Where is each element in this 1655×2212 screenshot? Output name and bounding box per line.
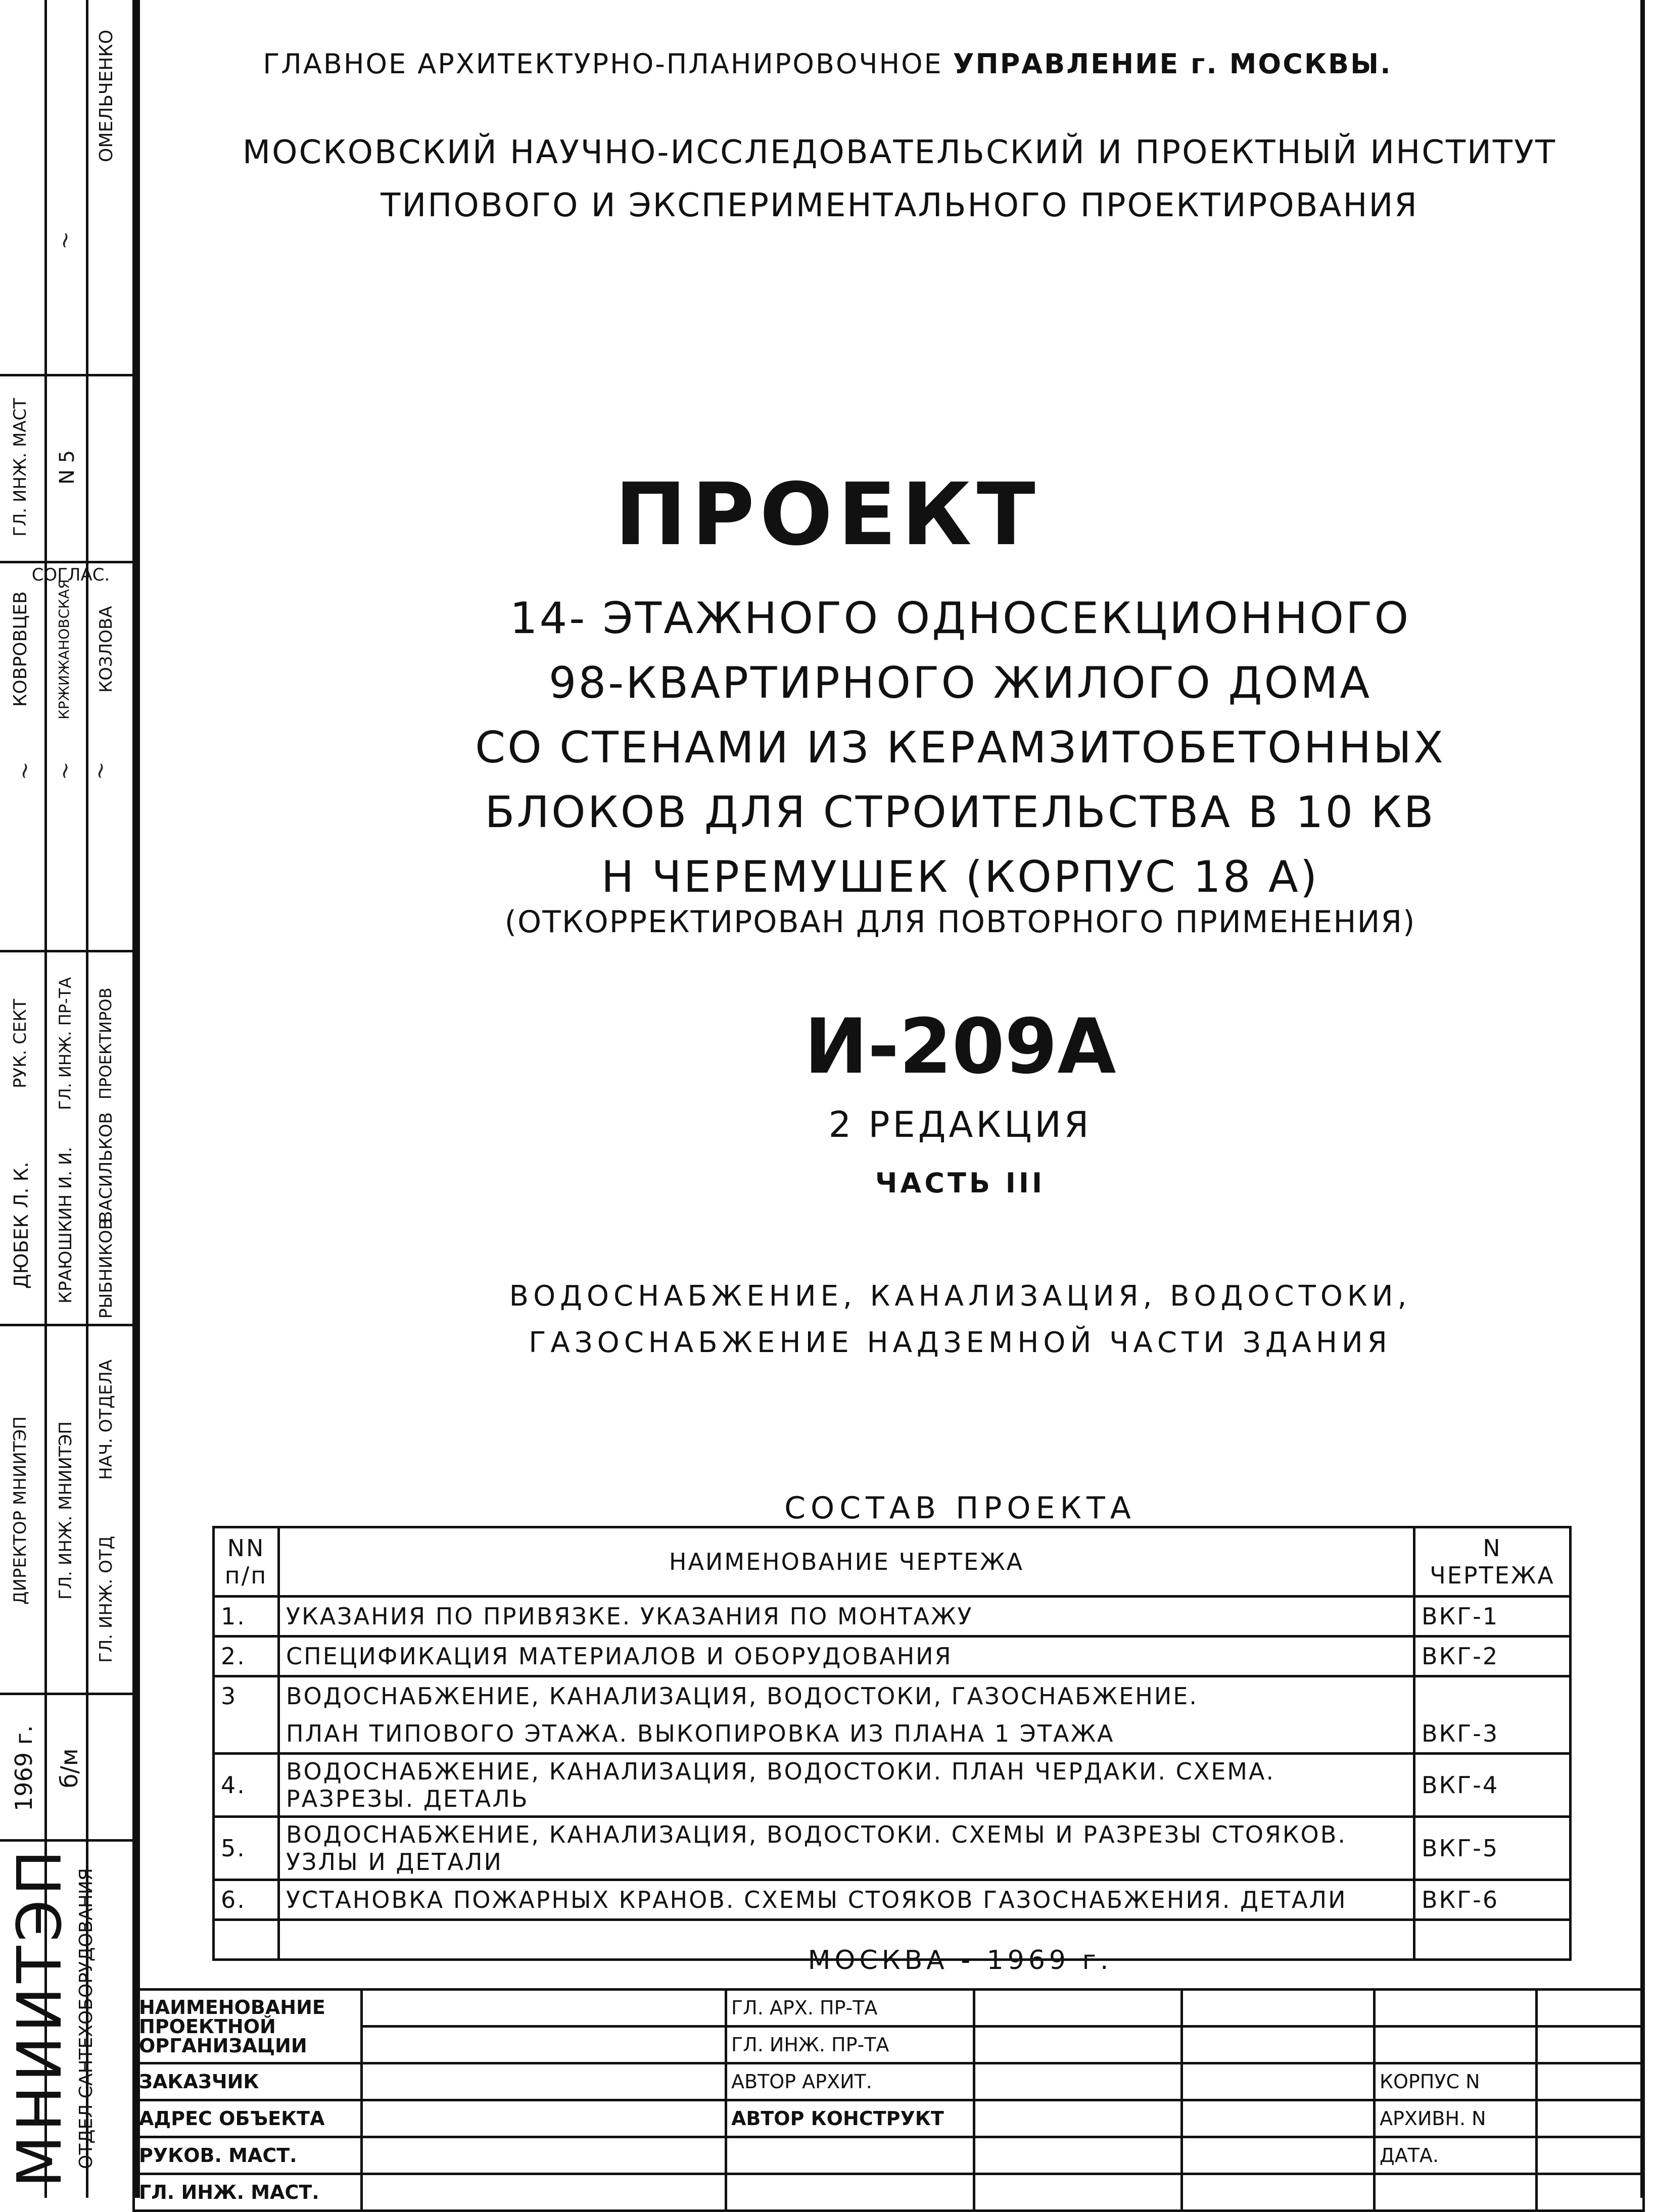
- gl-arh-label: ГЛ. АРХ. ПР-ТА: [726, 1990, 974, 2027]
- mast-number: N 5: [56, 450, 79, 485]
- table-row: [214, 1676, 1571, 1715]
- subtitle-line: СО СТЕНАМИ ИЗ КЕРАМЗИТОБЕТОННЫХ: [475, 723, 1445, 773]
- signature: ~: [51, 759, 79, 783]
- sidebar-year: 1969 г.: [10, 1725, 37, 1812]
- stamp-cell: [362, 2100, 726, 2137]
- avtor-arh-label: АВТОР АРХИТ.: [726, 2063, 974, 2100]
- subtitle-line: БЛОКОВ ДЛЯ СТРОИТЕЛЬСТВА В 10 КВ: [485, 787, 1436, 838]
- row-name: ВОДОСНАБЖЕНИЕ, КАНАЛИЗАЦИЯ, ВОДОСТОКИ. СХЕМЫ И РАЗРЕЗЫ СТОЯКОВ. УЗЛЫ И ДЕТАЛИ: [279, 1817, 1414, 1880]
- org-name: МНИИТЭП: [5, 1846, 75, 2188]
- systems-line: ГАЗОСНАБЖЕНИЕ НАДЗЕМНОЙ ЧАСТИ ЗДАНИЯ: [529, 1326, 1392, 1359]
- stamp-cell: [1182, 2063, 1375, 2100]
- role-dept-head: НАЧ. ОТДЕЛА: [96, 1359, 116, 1480]
- stamp-cell: [1182, 2174, 1375, 2211]
- edition: 2 РЕДАКЦИЯ: [828, 1104, 1092, 1145]
- stamp-cell: [362, 1990, 726, 2027]
- org-label: НАИМЕНОВАНИЕ ПРОЕКТНОЙ ОРГАНИЗАЦИИ: [134, 1990, 362, 2063]
- stamp-cell: [974, 2174, 1182, 2211]
- stamp-cell: [362, 2063, 726, 2100]
- header-name: НАИМЕНОВАНИЕ ЧЕРТЕЖА: [279, 1527, 1414, 1597]
- name-rybnikov: РЫБНИКОВ: [96, 1218, 116, 1319]
- institute-header: [167, 126, 1632, 232]
- stamp-cell: [362, 2027, 726, 2063]
- avtor-konstr-label: АВТОР КОНСТРУКТ: [726, 2100, 974, 2137]
- row-num: 4.: [214, 1754, 279, 1817]
- stamp-cell: [1182, 2027, 1375, 2063]
- row-code: ВКГ-1: [1414, 1597, 1571, 1637]
- row-name: УСТАНОВКА ПОЖАРНЫХ КРАНОВ. СХЕМЫ СТОЯКОВ ГАЗОСНАБЖЕНИЯ. ДЕТАЛИ: [279, 1880, 1414, 1920]
- divider: [0, 1693, 135, 1695]
- stamp-cell: [974, 2137, 1182, 2174]
- row-code: ВКГ-2: [1414, 1637, 1571, 1676]
- name-dyubek: ДЮБЕК Л. К.: [10, 1162, 32, 1289]
- subtitle-line: 98-КВАРТИРНОГО ЖИЛОГО ДОМА: [548, 658, 1372, 708]
- stamp-cell: [1537, 2063, 1644, 2100]
- divider: [0, 1839, 135, 1842]
- stamp-cell: [1537, 2027, 1644, 2063]
- table-row: [214, 1880, 1571, 1920]
- name-kovrovtsev: КОВРОВЦЕВ: [10, 591, 31, 707]
- stamp-cell: [974, 2063, 1182, 2100]
- role-designer: ПРОЕКТИРОВ: [96, 987, 115, 1099]
- subtitle-line: 14- ЭТАЖНОГО ОДНОСЕКЦИОННОГО: [509, 593, 1411, 644]
- row-name: ПЛАН ТИПОВОГО ЭТАЖА. ВЫКОПИРОВКА ИЗ ПЛАНА 1 ЭТАЖА: [279, 1715, 1414, 1754]
- stamp-cell: [726, 2174, 974, 2211]
- stamp-cell: [974, 2027, 1182, 2063]
- stamp-cell: [1537, 1990, 1644, 2027]
- dept-name: ОТДЕЛ САНТЕХОБОРУДОВАНИЯ: [76, 1868, 97, 2169]
- stamp-cell: [974, 2100, 1182, 2137]
- header-code: N ЧЕРТЕЖА: [1414, 1527, 1571, 1597]
- signature: ~: [10, 759, 39, 783]
- project-subtitle: [354, 586, 1567, 909]
- ministry-header: [0, 48, 1655, 80]
- title-block: [132, 1988, 1645, 2212]
- table-header-row: [214, 1527, 1571, 1597]
- systems-description: [354, 1273, 1567, 1366]
- divider: [0, 374, 135, 376]
- role-chief-engineer: ГЛ. ИНЖ. МНИИТЭП: [56, 1421, 76, 1600]
- gl-inzh-mast: ГЛ. ИНЖ. МАСТ: [10, 398, 30, 537]
- role-director: ДИРЕКТОР МНИИТЭП: [10, 1416, 30, 1605]
- role-project-engineer: ГЛ. ИНЖ. ПР-ТА: [56, 977, 75, 1110]
- stamp-cell: [1375, 2174, 1537, 2211]
- agreed-label: СОГЛАС.: [31, 565, 110, 585]
- row-name: ВОДОСНАБЖЕНИЕ, КАНАЛИЗАЦИЯ, ВОДОСТОКИ. ПЛАН ЧЕРДАКИ. СХЕМА. РАЗРЕЗЫ. ДЕТАЛЬ: [279, 1754, 1414, 1817]
- composition-table: [212, 1526, 1572, 1961]
- address-label: АДРЕС ОБЪЕКТА: [134, 2100, 362, 2137]
- arhiv-label: АРХИВН. N: [1375, 2100, 1537, 2137]
- stamp-cell: [362, 2174, 726, 2211]
- stamp-cell: [1537, 2174, 1644, 2211]
- part-number: ЧАСТЬ III: [875, 1167, 1046, 1199]
- header-num: NN п/п: [214, 1527, 279, 1597]
- ruk-mast-label: РУКОВ. МАСТ.: [134, 2137, 362, 2174]
- stamp-cell: [1375, 2027, 1537, 2063]
- role-dept-engineer: ГЛ. ИНЖ. ОТД: [96, 1535, 116, 1663]
- gl-inzh-label: ГЛ. ИНЖ. ПР-ТА: [726, 2027, 974, 2063]
- row-code: ВКГ-6: [1414, 1880, 1571, 1920]
- stamp-cell: [1182, 2100, 1375, 2137]
- row-num: 3: [214, 1676, 279, 1715]
- data-label: ДАТА.: [1375, 2137, 1537, 2174]
- correction-note: (ОТКОРРЕКТИРОВАН ДЛЯ ПОВТОРНОГО ПРИМЕНЕНИЯ): [504, 904, 1416, 940]
- stamp-cell: [1375, 1990, 1537, 2027]
- signature: ~: [86, 759, 115, 783]
- row-code: [1414, 1676, 1571, 1715]
- table-row: [214, 1637, 1571, 1676]
- row-num: 5.: [214, 1817, 279, 1880]
- row-name: УКАЗАНИЯ ПО ПРИВЯЗКЕ. УКАЗАНИЯ ПО МОНТАЖУ: [279, 1597, 1414, 1637]
- row-code: ВКГ-5: [1414, 1817, 1571, 1880]
- row-code: ВКГ-4: [1414, 1754, 1571, 1817]
- row-num: 2.: [214, 1637, 279, 1676]
- divider: [0, 950, 135, 952]
- stamp-cell: [1537, 2137, 1644, 2174]
- gl-inzh-mast-label: ГЛ. ИНЖ. МАСТ.: [134, 2174, 362, 2211]
- row-num: 1.: [214, 1597, 279, 1637]
- row-name: СПЕЦИФИКАЦИЯ МАТЕРИАЛОВ И ОБОРУДОВАНИЯ: [279, 1637, 1414, 1676]
- stamp-cell: [1182, 2137, 1375, 2174]
- ministry-prefix: ГЛАВНОЕ АРХИТЕКТУРНО-ПЛАНИРОВОЧНОЕ: [263, 48, 943, 80]
- project-code: И-209А: [804, 1003, 1116, 1091]
- composition-title: СОСТАВ ПРОЕКТА: [784, 1490, 1136, 1526]
- table-row: [214, 1754, 1571, 1817]
- row-num: [214, 1715, 279, 1754]
- row-num: [214, 1920, 279, 1960]
- city-year: МОСКВА - 1969 г.: [808, 1945, 1113, 1976]
- name-krzhizhanovskaya: КРЖИЖАНОВСКАЯ: [56, 579, 72, 719]
- name-kozlova: КОЗЛОВА: [96, 606, 116, 693]
- table-row: [214, 1817, 1571, 1880]
- divider: [0, 561, 135, 563]
- customer-label: ЗАКАЗЧИК: [134, 2063, 362, 2100]
- divider: [0, 1324, 135, 1326]
- row-code: ВКГ-3: [1414, 1715, 1571, 1754]
- table-row: [214, 1597, 1571, 1637]
- stamp-cell: [1182, 1990, 1375, 2027]
- sidebar-sheet: б/м: [56, 1748, 83, 1789]
- name-vasilkov: ВАСИЛЬКОВ: [96, 1112, 116, 1223]
- signature: ~: [51, 228, 79, 252]
- row-name: ВОДОСНАБЖЕНИЕ, КАНАЛИЗАЦИЯ, ВОДОСТОКИ, ГАЗОСНАБЖЕНИЕ.: [279, 1676, 1414, 1715]
- row-num: 6.: [214, 1880, 279, 1920]
- systems-line: ВОДОСНАБЖЕНИЕ, КАНАЛИЗАЦИЯ, ВОДОСТОКИ,: [509, 1280, 1411, 1313]
- name-omelchenko: ОМЕЛЬЧЕНКО: [96, 29, 117, 163]
- page-title: ПРОЕКТ: [614, 465, 1041, 565]
- subtitle-line: Н ЧЕРЕМУШЕК (КОРПУС 18 А): [601, 852, 1319, 902]
- ministry-suffix: УПРАВЛЕНИЕ г. МОСКВЫ.: [953, 48, 1392, 80]
- stamp-cell: [726, 2137, 974, 2174]
- role-sector-head: РУК. СЕКТ: [10, 998, 30, 1088]
- approval-sidebar: [0, 0, 135, 2198]
- institute-line-2: ТИПОВОГО И ЭКСПЕРИМЕНТАЛЬНОГО ПРОЕКТИРОВАНИЯ: [381, 187, 1418, 224]
- stamp-cell: [362, 2137, 726, 2174]
- stamp-cell: [1537, 2100, 1644, 2137]
- korpus-label: КОРПУС N: [1375, 2063, 1537, 2100]
- stamp-cell: [974, 1990, 1182, 2027]
- table-row: [214, 1715, 1571, 1754]
- name-krayushkin: КРАЮШКИН И. И.: [56, 1146, 76, 1304]
- institute-line-1: МОСКОВСКИЙ НАУЧНО-ИССЛЕДОВАТЕЛЬСКИЙ И ПРОЕКТНЫЙ ИНСТИТУТ: [242, 134, 1557, 171]
